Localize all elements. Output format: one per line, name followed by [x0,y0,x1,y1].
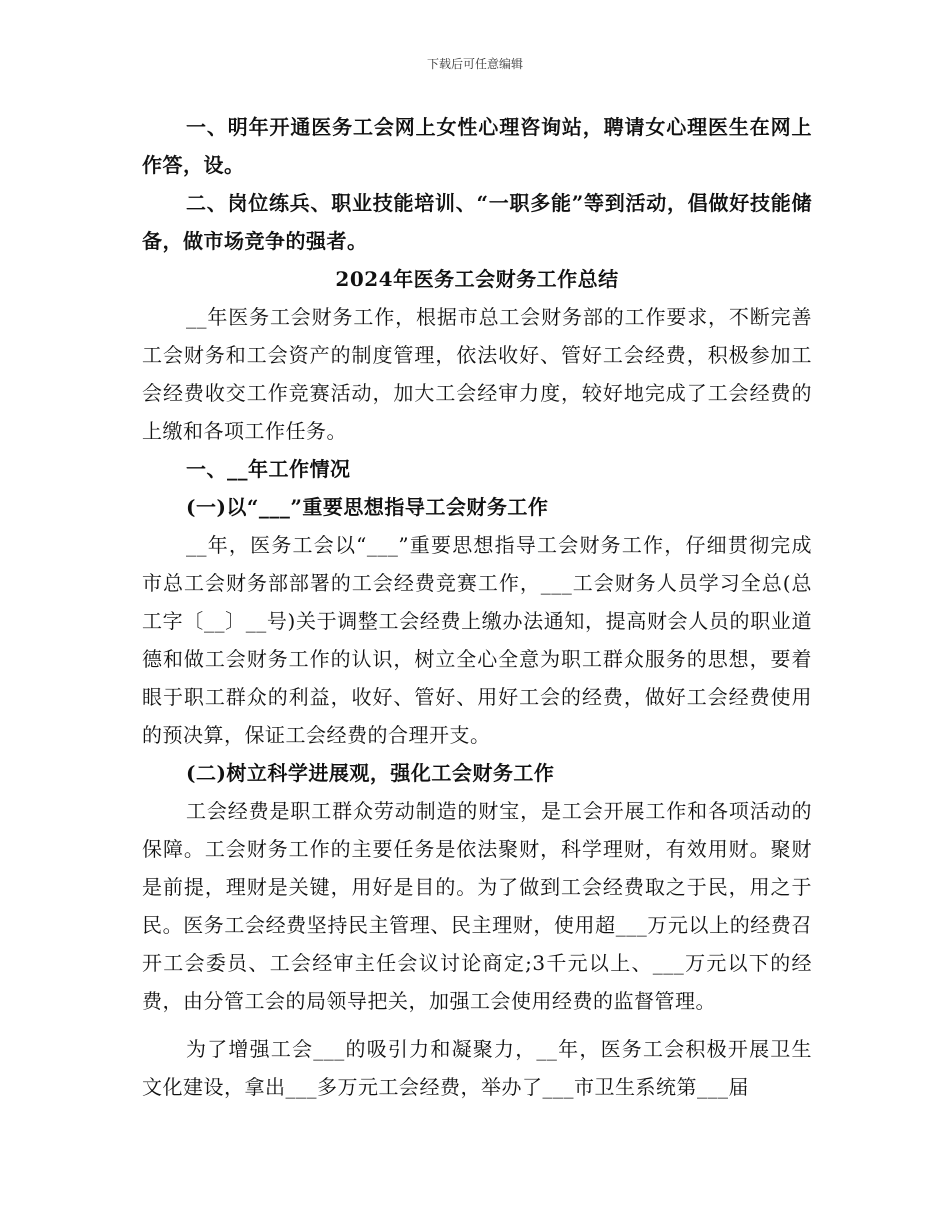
document-title: 2024年医务工会财务工作总结 [335,267,619,291]
paragraph-intro: __年医务工会财务工作，根据市总工会财务部的工作要求，不断完善工会财务和工会资产的制度管理，依法收好、管好工会经费，积极参加工会经费收交工作竞赛活动，加大工会经审力度，较好地完成了工会经费的上缴和各项工作任务。 [142,305,812,443]
paragraph-skills-training: 二、岗位练兵、职业技能培训、“一职多能”等到活动，倡做好技能储备，做市场竞争的强者。 [142,191,812,253]
paragraph-culture: 为了增强工会___的吸引力和凝聚力，__年，医务工会积极开展卫生文化建设，拿出___多万元工会经费，举办了___市卫生系统第___届 [142,1037,812,1099]
heading-section-one: (一)以“___”重要思想指导工会财务工作 [186,495,549,519]
paragraph-online-counseling: 一、明年开通医务工会网上女性心理咨询站，聘请女心理医生在网上作答，设。 [142,115,812,177]
paragraph-section-one: __年，医务工会以“___”重要思想指导工会财务工作，仔细贯彻完成市总工会财务部部署的工会经费竞赛工作，___工会财务人员学习全总(总工字〔__〕__号)关于调整工会经费上缴办法通知，提高财会人员的职业道德和做工会财务工作的认识，树立全心全意为职工群众服务的思想，要着眼于职工群众的利益，收好、管好、用好工会的经费，做好工会经费使用的预决算，保证工会经费的合理开支。 [142,533,812,747]
document-body [142,108,812,1106]
paragraph-section-two: 工会经费是职工群众劳动制造的财宝，是工会开展工作和各项活动的保障。工会财务工作的主要任务是依法聚财，科学理财，有效用财。聚财是前提，理财是关键，用好是目的。为了做到工会经费取之于民，用之于民。医务工会经费坚持民主管理、民主理财，使用超___万元以上的经费召开工会委员、工会经审主任会议讨论商定;3千元以上、___万元以下的经费，由分管工会的局领导把关，加强工会使用经费的监督管理。 [142,799,812,1013]
download-note: 下载后可任意编辑 [426,57,523,71]
heading-work-status: 一、__年工作情况 [186,457,351,481]
heading-section-two: (二)树立科学进展观，强化工会财务工作 [186,761,555,785]
